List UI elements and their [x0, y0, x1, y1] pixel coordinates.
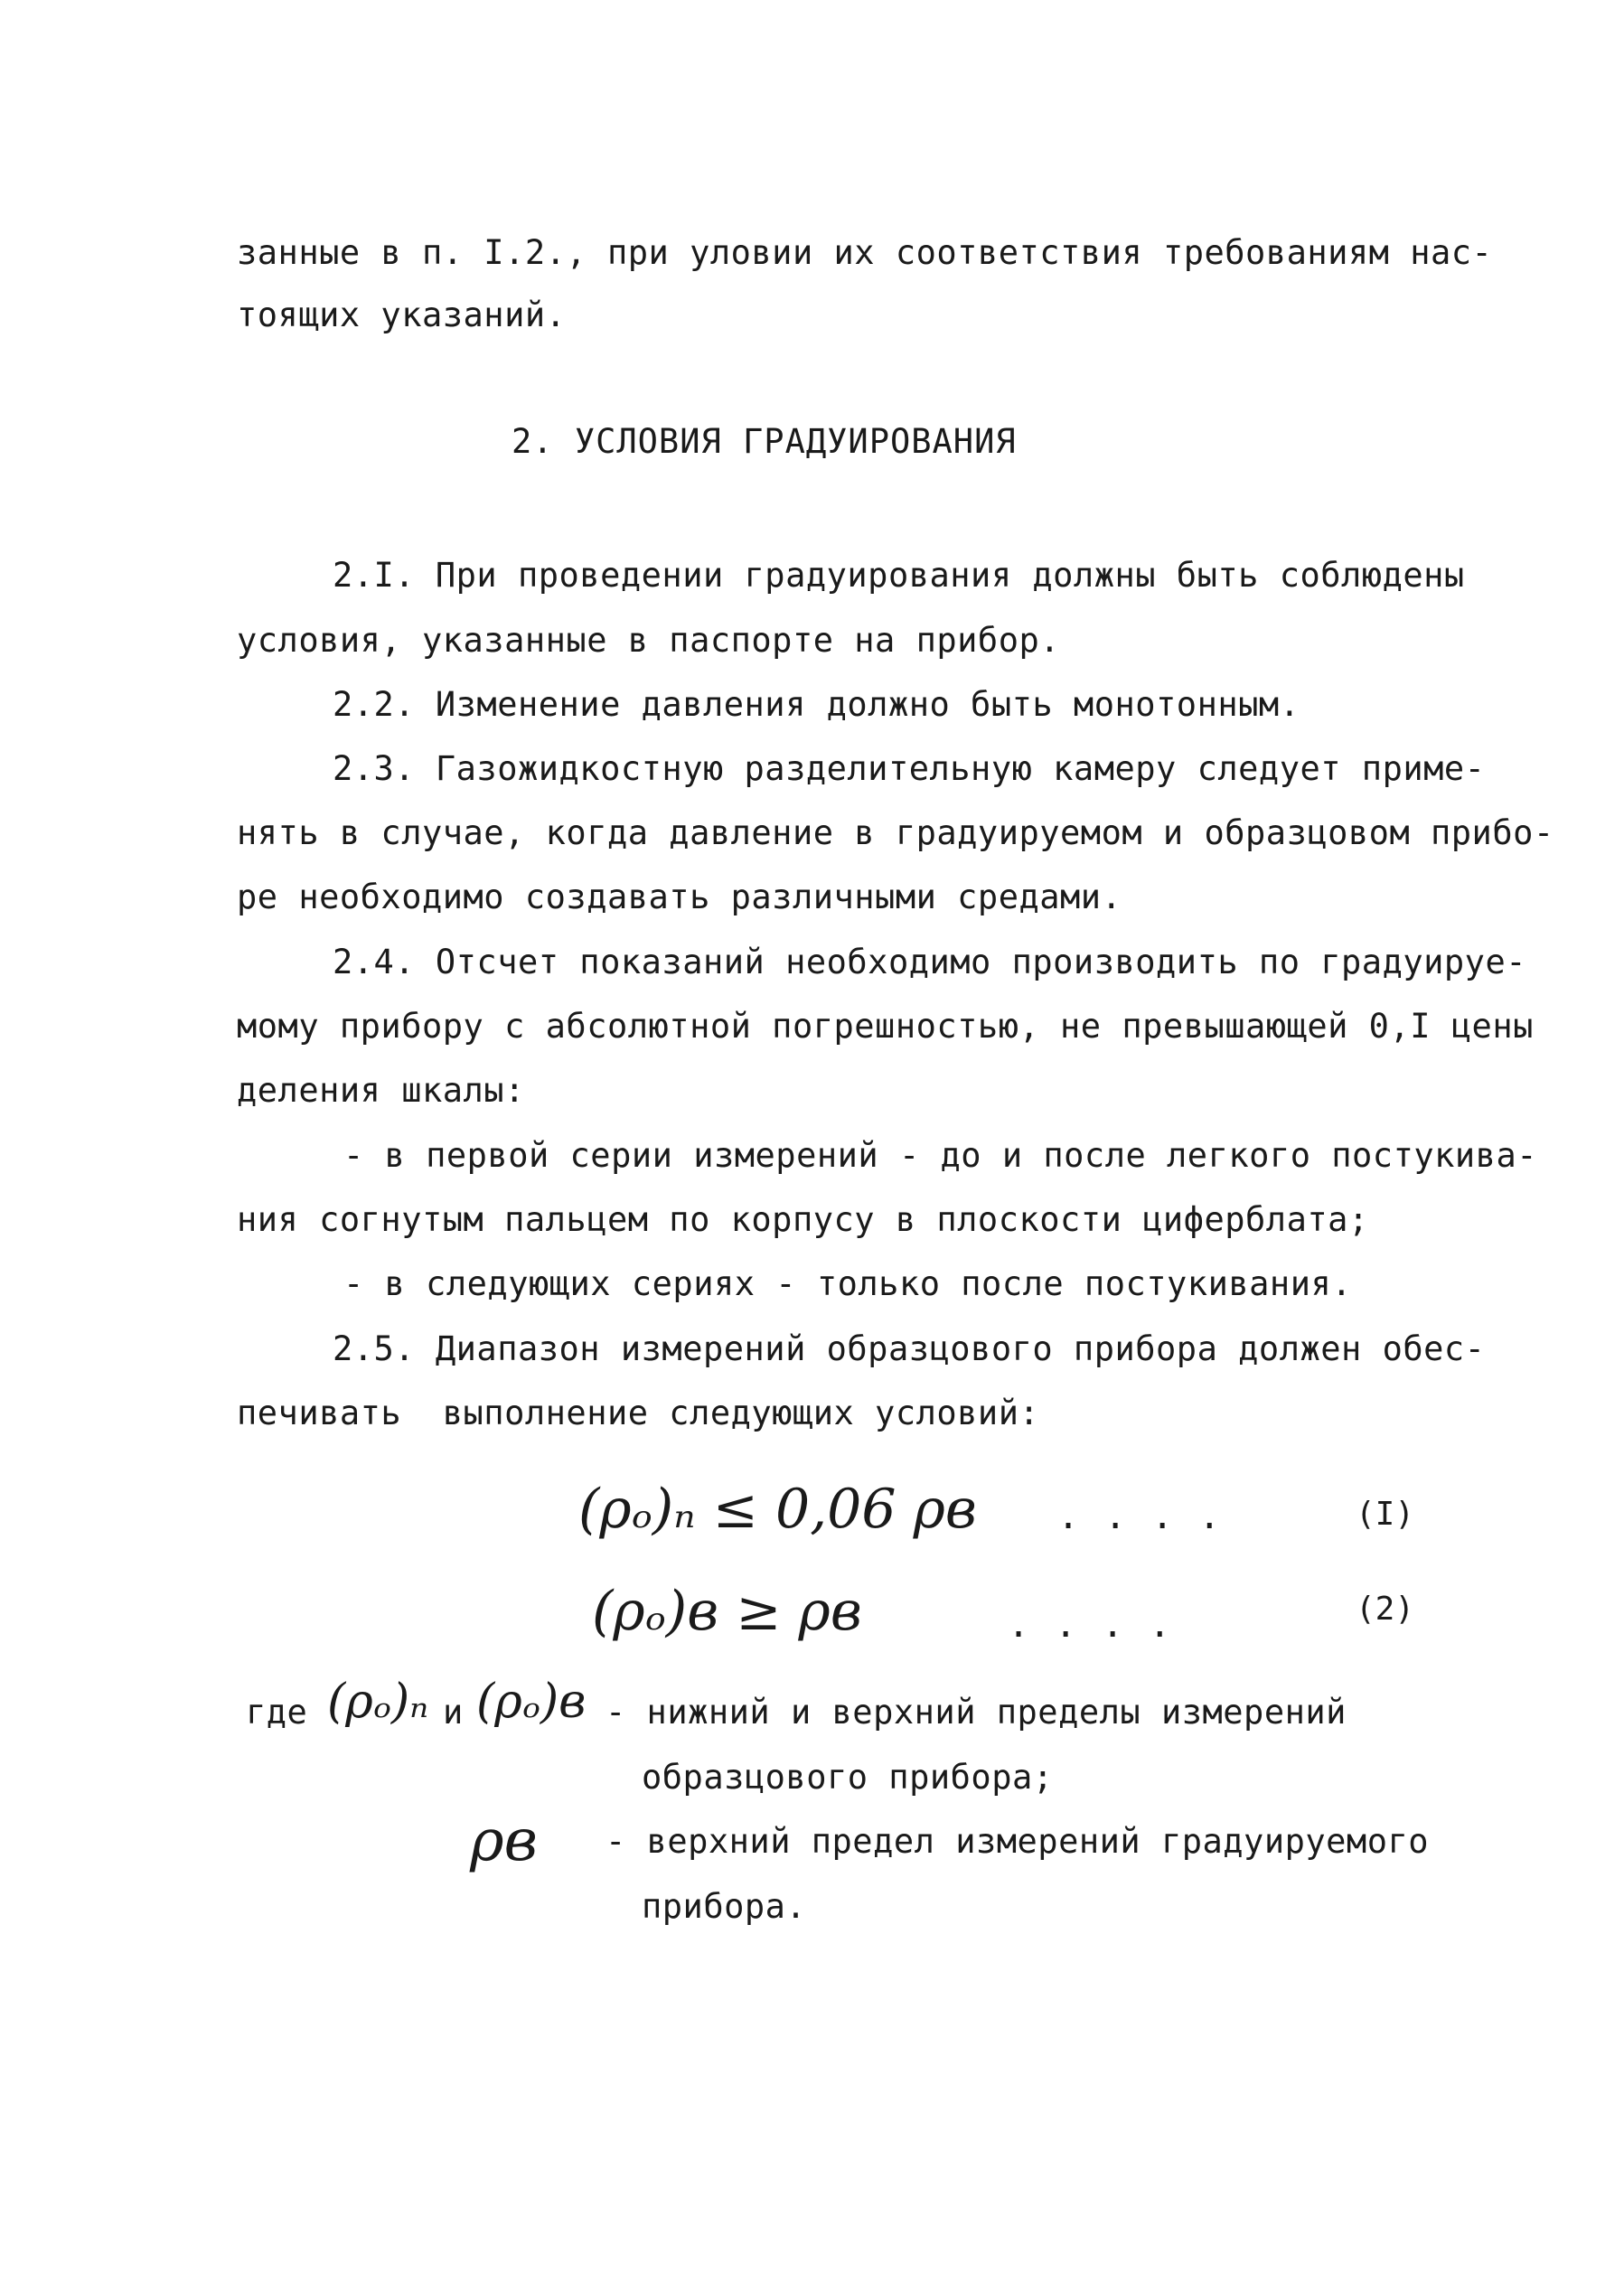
formula-1-leader-dots: .... — [1057, 1496, 1246, 1537]
paragraph-2-4-line-1: 2.4. Отсчет показаний необходимо производить по градуируе- — [333, 943, 1527, 981]
formula-1: (ρₒ)ₙ ≤ 0,06 ρв — [578, 1478, 977, 1541]
where-desc-2-line-1: - верхний предел измерений градуируемого — [605, 1822, 1430, 1861]
paragraph-2-3-line-3: ре необходимо создавать различными средами. — [237, 878, 1122, 916]
paragraph-2-5-line-1: 2.5. Диапазон измерений образцового прибора должен обес- — [333, 1329, 1486, 1368]
section-title: 2. УСЛОВИЯ ГРАДУИРОВАНИЯ — [512, 422, 1017, 461]
where-word: где — [246, 1693, 308, 1732]
list-item-1-line-2: ния согнутым пальцем по корпусу в плоскости циферблата; — [237, 1200, 1369, 1239]
where-symbol-lower-limit: (ρₒ)ₙ — [327, 1675, 429, 1729]
formula-1-number: (I) — [1356, 1496, 1415, 1533]
list-item-1-line-1: - в первой серии измерений - до и после легкого постукива- — [343, 1136, 1538, 1175]
paragraph-2-1-line-2: условия, указанные в паспорте на прибор. — [237, 621, 1061, 660]
where-symbol-upper-limit-graded: ρв — [470, 1807, 538, 1874]
intro-line-2: тоящих указаний. — [237, 296, 567, 334]
paragraph-2-1-line-1: 2.I. При проведении градуирования должны быть соблюдены — [333, 556, 1465, 595]
paragraph-2-4-line-2: мому прибору с абсолютной погрешностью, не превышающей 0,I цены — [237, 1007, 1534, 1046]
intro-line-1: занные в п. I.2., при уловии их соответствия требованиям нас- — [237, 233, 1493, 272]
formula-2: (ρₒ)в ≥ ρв — [592, 1580, 862, 1643]
list-item-2-line-1: - в следующих сериях - только после постукивания. — [343, 1264, 1353, 1303]
where-desc-1-line-1: - нижний и верхний пределы измерений — [605, 1693, 1347, 1732]
where-and: и — [443, 1693, 464, 1732]
where-desc-1-line-2: образцового прибора; — [642, 1758, 1054, 1797]
formula-2-leader-dots: .... — [1008, 1604, 1197, 1646]
paragraph-2-2-line-1: 2.2. Изменение давления должно быть монотонным. — [333, 685, 1300, 724]
formula-2-number: (2) — [1356, 1591, 1415, 1628]
where-symbol-upper-limit: (ρₒ)в — [476, 1675, 587, 1729]
paragraph-2-5-line-2: печивать выполнение следующих условий: — [237, 1394, 1040, 1432]
paragraph-2-3-line-1: 2.3. Газожидкостную разделительную камеру следует приме- — [333, 749, 1486, 788]
paragraph-2-3-line-2: нять в случае, когда давление в градуируемом и образцовом прибо- — [237, 813, 1554, 852]
paragraph-2-4-line-3: деления шкалы: — [237, 1071, 525, 1110]
where-desc-2-line-2: прибора. — [642, 1887, 807, 1926]
